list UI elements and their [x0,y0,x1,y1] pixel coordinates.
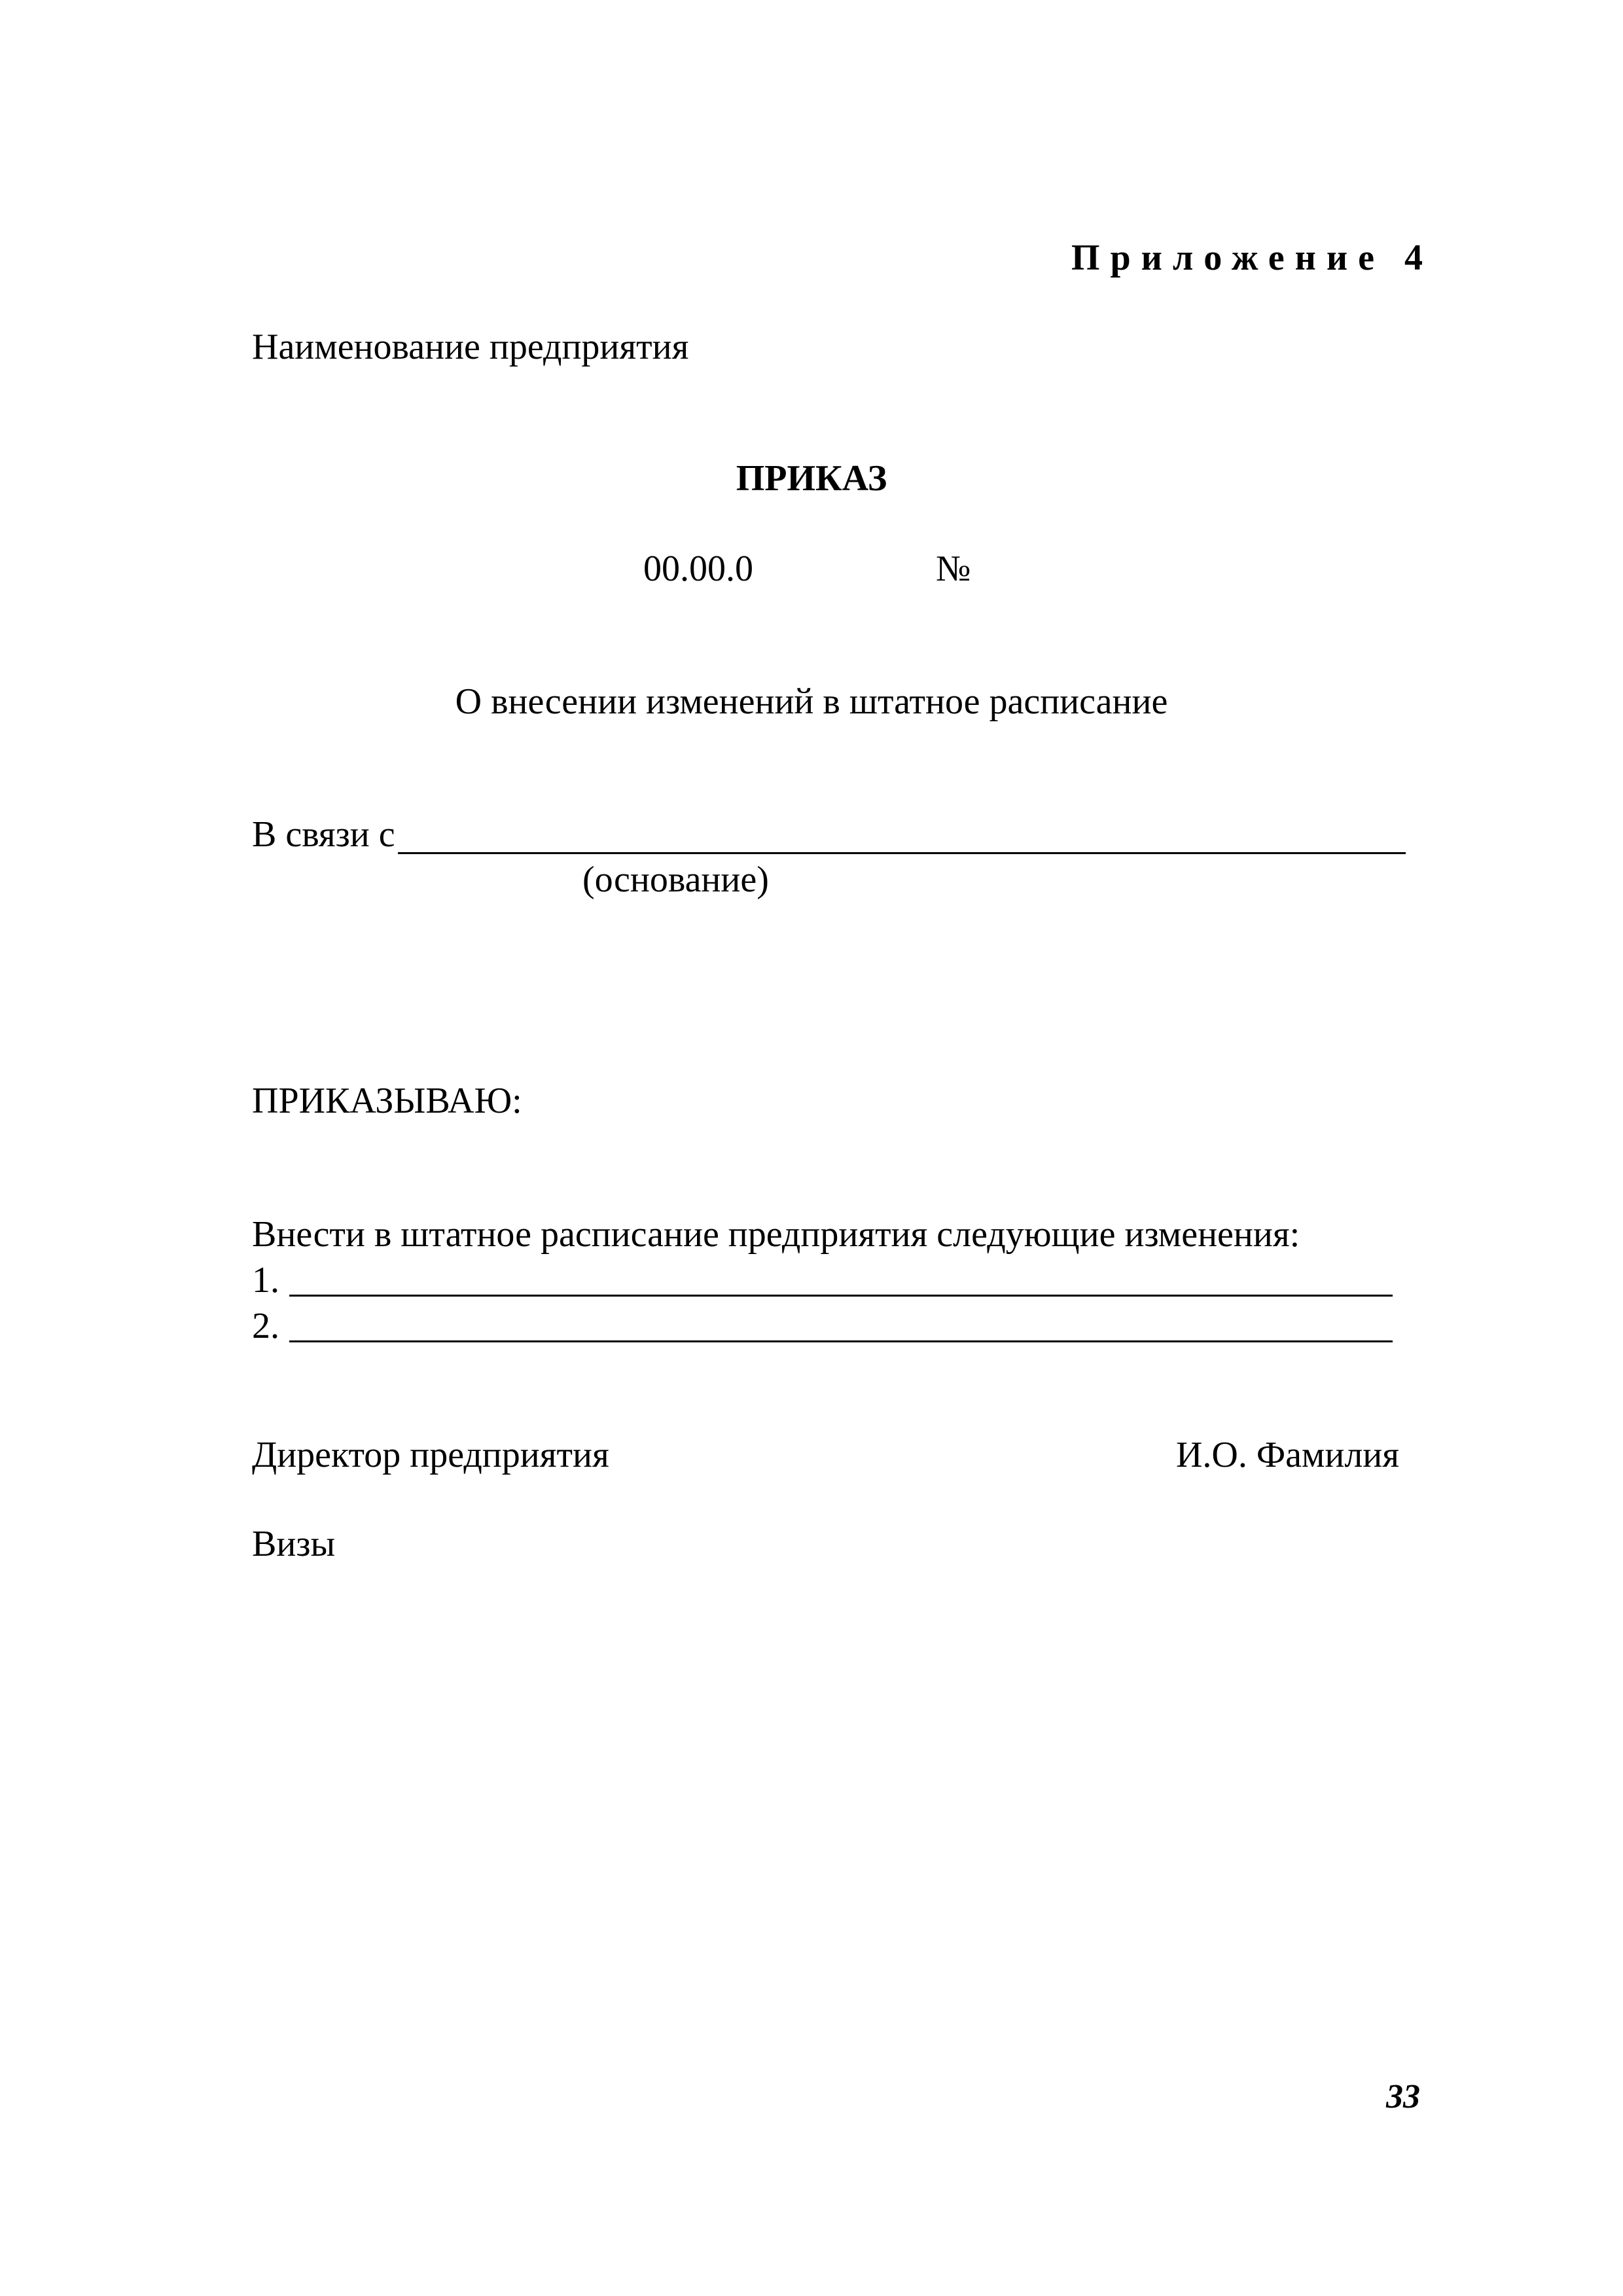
page-number: 33 [1386,2078,1420,2115]
changes-intro: Внести в штатное расписание предприятия следующие изменения: [252,1214,1300,1255]
document-number-label: № [936,548,971,589]
signature-position: Директор предприятия [252,1435,609,1475]
change-item-blank-line [289,1340,1393,1342]
document-title: ПРИКАЗ [736,458,887,499]
organization-name: Наименование предприятия [252,327,689,367]
change-item-number: 1. [252,1260,279,1300]
change-item-number: 2. [252,1306,279,1346]
signature-name: И.О. Фамилия [1175,1435,1399,1475]
order-word: ПРИКАЗЫВАЮ: [252,1081,522,1121]
visas-label: Визы [252,1524,336,1564]
reason-blank-line [398,852,1406,854]
appendix-label: Приложение 4 [1071,238,1433,278]
document-date: 00.00.0 [643,548,753,589]
document-subject: О внесении изменений в штатное расписание [455,681,1168,722]
reason-prefix: В связи с [252,814,395,855]
change-item-blank-line [289,1295,1393,1297]
reason-hint: (основание) [582,859,769,900]
